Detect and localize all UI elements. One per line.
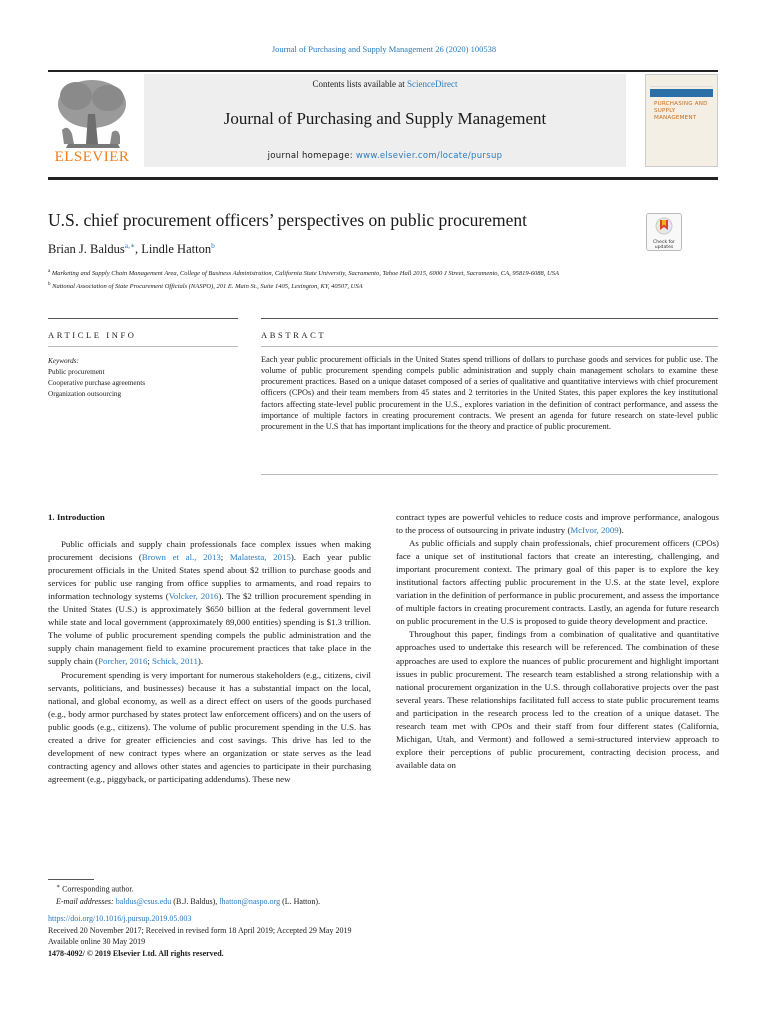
affiliations	[48, 266, 648, 292]
paragraph-text: ).	[618, 525, 624, 536]
paragraph-text: ;	[220, 552, 230, 563]
section-heading-introduction: 1. Introduction	[48, 512, 105, 522]
email-link-baldus[interactable]: baldus@csus.edu	[115, 896, 172, 906]
article-title: U.S. chief procurement officers’ perspectives on public procurement	[48, 210, 527, 230]
bookmark-ribbon-icon	[655, 217, 673, 235]
paragraph-text: Public officials and supply chain professionals face complex issues when making procurement decisions (	[48, 539, 371, 563]
author-separator: ,	[135, 242, 142, 257]
paragraph-text: ).	[197, 656, 204, 667]
author-affiliation-marker[interactable]: b	[211, 241, 215, 250]
keyword-item: Cooperative purchase agreements	[48, 379, 145, 387]
masthead-bottom-rule	[48, 177, 718, 180]
cover-title: PURCHASING AND SUPPLY MANAGEMENT	[654, 101, 708, 121]
email-link-hatton[interactable]: lhatton@naspo.org	[219, 896, 281, 906]
keywords-block	[48, 356, 145, 400]
journal-name: Journal of Purchasing and Supply Management	[223, 109, 547, 128]
citation-link[interactable]: Porcher, 2016	[98, 656, 148, 667]
publication-info	[48, 913, 351, 959]
body-paragraph	[48, 669, 371, 786]
cover-band	[650, 89, 713, 97]
author-list	[48, 241, 215, 257]
journal-homepage-line: journal homepage: www.elsevier.com/locate/pursup	[267, 151, 503, 161]
abstract-rule	[261, 318, 718, 319]
elsevier-wordmark: ELSEVIER	[54, 149, 130, 165]
available-online: Available online 30 May 2019	[48, 937, 146, 946]
affiliation-a: $^a$ Marketing and Supply Chain Management Area, College of Business Administration, California State University, Sacramento, Tahoe Hall 2015, 6000 J Street, Sacramento, CA, 95819-6088, USA	[48, 269, 559, 278]
affiliation-b: $^b$ National Association of State Procurement Officials (NASPO), 201 E. Main St., Suite 1405, Lexington, KY, 40507, USA	[48, 282, 363, 291]
footnotes	[48, 881, 320, 908]
abstract-text: Each year public procurement officials in the United States spend trillions of dollars to purchase goods and services for public use. The volume of public procurement spending compels public administration and supply chain management scholars to examine these procurement practices. Based on a unique dataset composed of a series of qualitative and quantitative interviews with chief procurement officers (CPOs) and their team members from 45 states and 2 territories in the United States, this paper explores the key institutional factors affecting state-level public procurement in the U.S., explores variation in the definition of contract performance, and assess the importance of multiple factors in creating procurement contracts. We present an agenda for future research on state-level public procurement in the U.S that has important implications for the theory and practice of public procurement.	[261, 355, 718, 431]
paragraph-text: ). Each year public procurement officials in the United States spend about $2 trillion to purchase goods and services for public use ranging from office supplies to armaments, and road repairs to information technology systems (	[48, 552, 371, 602]
sciencedirect-link[interactable]: ScienceDirect	[407, 79, 458, 89]
citation-link[interactable]: Volcker, 2016	[168, 591, 219, 602]
copyright-line: 1478-4092/ © 2019 Elsevier Ltd. All rights reserved.	[48, 948, 224, 958]
paragraph-text: Procurement spending is very important for numerous stakeholders (e.g., citizens, civil servants, politicians, and businesses) because it has a substantial impact on the local, national, and global economy, as well as a direct effect on users of the goods purchased (e.g., body armor purchased by states protect law enforcement officers) and on the users of public goods (e.g., citizens). The volume of public procurement spending in the U.S. has created a drive for greater efficiencies and cost savings. This drive has led to the development of new contract types where an organization or state serves as the lead contracting agency and allows other states and agencies to participate in their purchasing agreement (e.g., piggyback, or participating addendums). These new	[48, 669, 371, 784]
article-info-heading: ARTICLE INFO	[48, 330, 137, 340]
citation-link[interactable]: Malatesta, 2015	[229, 552, 291, 563]
article-info-divider	[48, 346, 238, 347]
doi-link[interactable]: https://doi.org/10.1016/j.pursup.2019.05.003	[48, 914, 192, 923]
journal-cover-thumbnail[interactable]	[645, 74, 718, 167]
journal-citation[interactable]: Journal of Purchasing and Supply Management 26 (2020) 100538	[271, 44, 497, 54]
cover-header-strip	[650, 78, 713, 87]
footnote-rule	[48, 879, 94, 880]
masthead-top-rule	[48, 70, 718, 72]
contents-available-line: Contents lists available at ScienceDirect	[312, 79, 458, 89]
abstract-heading: ABSTRACT	[261, 330, 327, 340]
body-column-left	[48, 511, 371, 786]
body-paragraph	[48, 538, 371, 668]
body-paragraph	[396, 537, 719, 628]
author-name: Lindle Hatton	[141, 242, 212, 257]
paragraph-text: contract types are powerful vehicles to reduce costs and improve performance, analogous to the process of outsourcing in private industry (	[396, 512, 719, 536]
paragraph-text: ). The $2 trillion procurement spending in the United States (U.S.) is approximately $650 billion at the federal government level while state and local government (approximately 89,000 entities) spending is $1.3 trillion. The volume of public procurement spending compels the public administration and the supply chain management field to examine procurement practices that take place in the supply chain (	[48, 591, 371, 667]
abstract-divider	[261, 346, 718, 347]
keywords-label: Keywords:	[48, 357, 79, 365]
author-affiliation-marker[interactable]: a,∗	[124, 241, 136, 250]
author-name: Brian J. Baldus	[48, 242, 125, 257]
article-info-rule	[48, 318, 238, 319]
body-column-right	[396, 511, 719, 772]
left-paragraphs	[48, 538, 371, 786]
corresponding-author-note: ∗ Corresponding author.	[56, 884, 134, 894]
body-paragraph	[396, 628, 719, 772]
check-updates-label: Check for updates	[653, 240, 675, 250]
check-for-updates-badge[interactable]	[646, 213, 682, 251]
keyword-item: Public procurement	[48, 368, 105, 376]
citation-link[interactable]: McIvor, 2009	[570, 525, 619, 536]
paragraph-text: ;	[147, 656, 153, 667]
paragraph-text: As public officials and supply chain professionals, chief procurement officers (CPOs) face a unique set of institutional factors that create an interesting, challenging, and important procurement context. The primary goal of this paper is to explore the key institutional factors affecting public procurement in the U.S. at the state level, explore variation in the definition of performance in public procurement, and assess the importance of multiple factors in creating procurement contracts. Lastly, an agenda for future research on public procurement in the U.S is proposed to guide theory development and practice.	[396, 538, 719, 627]
email-addresses: E-mail addresses: baldus@csus.edu (B.J. Baldus), lhatton@naspo.org (L. Hatton).	[56, 896, 321, 906]
keyword-item: Organization outsourcing	[48, 390, 122, 398]
homepage-link[interactable]: www.elsevier.com/locate/pursup	[355, 151, 503, 161]
body-paragraph	[396, 511, 719, 537]
paragraph-text: Throughout this paper, findings from a combination of qualitative and quantitative approaches used to undertake this research will be referenced. The combination of these approaches are used to explore the nuances of public procurement and highlight important issues in public procurement. The research team established a strong relationship with a national procurement organization in the U.S. through collaborative projects over the past several years. These relationships facilitated full access to state public procurement teams and participation in the research process led to the creation of a unique dataset. The research team met with CPOs and their staff from four different states (California, Michigan, Utah, and Vermont) and followed a semi-structured interview approach to explore their perceptions of public procurement, contracting decision process, and available data on	[396, 629, 719, 770]
citation-link[interactable]: Brown et al., 2013	[141, 552, 221, 563]
received-dates: Received 20 November 2017; Received in revised form 18 April 2019; Accepted 29 May 2019	[48, 925, 352, 935]
citation-link[interactable]: Schick, 2011	[152, 656, 198, 667]
abstract-bottom-rule	[261, 474, 718, 475]
